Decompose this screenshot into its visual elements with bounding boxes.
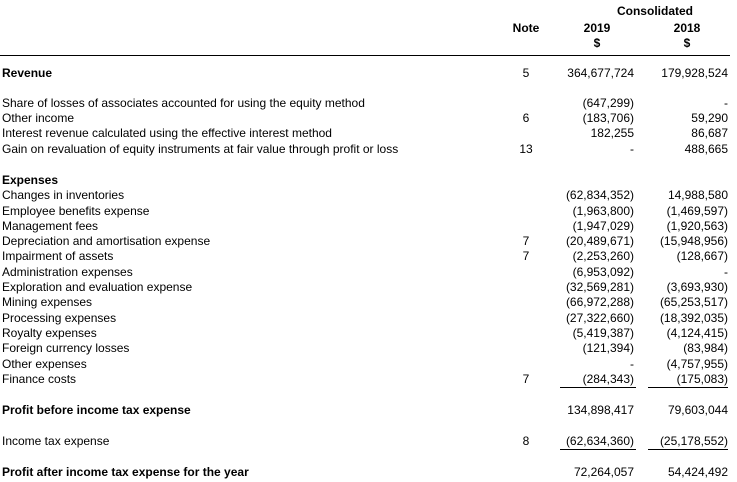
row-note: 5 [522, 66, 530, 80]
row-value-2018: (4,124,415) [666, 326, 728, 340]
underline-2018 [648, 387, 728, 388]
row-value-2019: (121,394) [582, 341, 634, 355]
header-divider [0, 55, 730, 56]
row-label: Income tax expense [2, 434, 110, 448]
year-2019-header: 2019 [583, 21, 611, 35]
row-label: Revenue [2, 66, 53, 80]
row-value-2019: (32,569,281) [565, 280, 634, 294]
row-value-2018: (3,693,930) [666, 280, 728, 294]
row-value-2019: 134,898,417 [567, 403, 634, 417]
row-label: Share of losses of associates accounted for using the equity method [2, 96, 365, 110]
row-value-2019: (2,253,260) [572, 249, 634, 263]
row-note: 7 [522, 372, 530, 386]
row-label: Employee benefits expense [2, 204, 150, 218]
row-value-2018: 488,665 [684, 142, 728, 156]
row-label: Changes in inventories [2, 188, 125, 202]
row-note: 6 [522, 111, 530, 125]
row-label: Gain on revaluation of equity instruments at fair value through profit or loss [2, 142, 399, 156]
year-2018-header: 2018 [673, 21, 701, 35]
row-value-2019: (1,963,800) [572, 204, 634, 218]
underline-2019 [560, 449, 636, 450]
row-value-2019: - [630, 357, 634, 371]
row-label: Interest revenue calculated using the effective interest method [2, 126, 332, 140]
row-label: Processing expenses [2, 311, 117, 325]
row-value-2018: (1,920,563) [666, 219, 728, 233]
currency-2018-header: $ [683, 36, 691, 50]
row-value-2019: (5,419,387) [572, 326, 634, 340]
row-value-2018: (15,948,956) [659, 234, 728, 248]
row-label: Other expenses [2, 357, 87, 371]
row-note: 7 [522, 234, 530, 248]
row-value-2018: (83,984) [683, 341, 728, 355]
row-value-2019: 72,264,057 [573, 465, 634, 479]
row-label: Other income [2, 111, 75, 125]
row-value-2018: 79,603,044 [667, 403, 728, 417]
row-label: Depreciation and amortisation expense [2, 234, 211, 248]
row-value-2018: 54,424,492 [667, 465, 728, 479]
row-value-2019: (20,489,671) [565, 234, 634, 248]
row-value-2019: (6,953,092) [572, 265, 634, 279]
row-value-2018: 59,290 [691, 111, 728, 125]
row-value-2018: 179,928,524 [661, 66, 728, 80]
row-note: 7 [522, 249, 530, 263]
underline-2019 [560, 387, 636, 388]
row-label: Exploration and evaluation expense [2, 280, 193, 294]
row-value-2018: (18,392,035) [659, 311, 728, 325]
row-value-2019: (27,322,660) [565, 311, 634, 325]
row-label: Impairment of assets [2, 249, 114, 263]
row-value-2018: (25,178,552) [659, 434, 728, 448]
row-label: Profit after income tax expense for the year [2, 465, 249, 479]
row-label: Administration expenses [2, 265, 133, 279]
row-note: 8 [522, 434, 530, 448]
row-value-2019: (183,706) [582, 111, 634, 125]
row-value-2018: (128,667) [676, 249, 728, 263]
row-value-2019: (62,634,360) [565, 434, 634, 448]
row-label: Mining expenses [2, 295, 93, 309]
row-value-2019: 182,255 [590, 126, 634, 140]
row-value-2019: - [630, 142, 634, 156]
row-value-2018: (4,757,955) [666, 357, 728, 371]
row-value-2018: 86,687 [691, 126, 728, 140]
row-value-2019: (66,972,288) [565, 295, 634, 309]
row-value-2019: (647,299) [582, 96, 634, 110]
currency-2019-header: $ [593, 36, 601, 50]
row-value-2018: (65,253,517) [659, 295, 728, 309]
row-value-2018: - [724, 96, 728, 110]
row-value-2018: (1,469,597) [666, 204, 728, 218]
note-column-header: Note [512, 21, 540, 35]
row-label: Expenses [2, 173, 59, 187]
row-value-2019: (1,947,029) [572, 219, 634, 233]
consolidated-header: Consolidated [616, 4, 693, 18]
row-value-2018: (175,083) [676, 372, 728, 386]
row-label: Profit before income tax expense [2, 403, 191, 417]
row-value-2018: 14,988,580 [667, 188, 728, 202]
row-label: Finance costs [2, 372, 77, 386]
row-label: Management fees [2, 219, 99, 233]
row-note: 13 [519, 142, 533, 156]
row-label: Foreign currency losses [2, 341, 130, 355]
row-value-2019: (62,834,352) [565, 188, 634, 202]
row-value-2019: 364,677,724 [567, 66, 634, 80]
row-value-2019: (284,343) [582, 372, 634, 386]
row-label: Royalty expenses [2, 326, 97, 340]
underline-2018 [648, 449, 728, 450]
row-value-2018: - [724, 265, 728, 279]
